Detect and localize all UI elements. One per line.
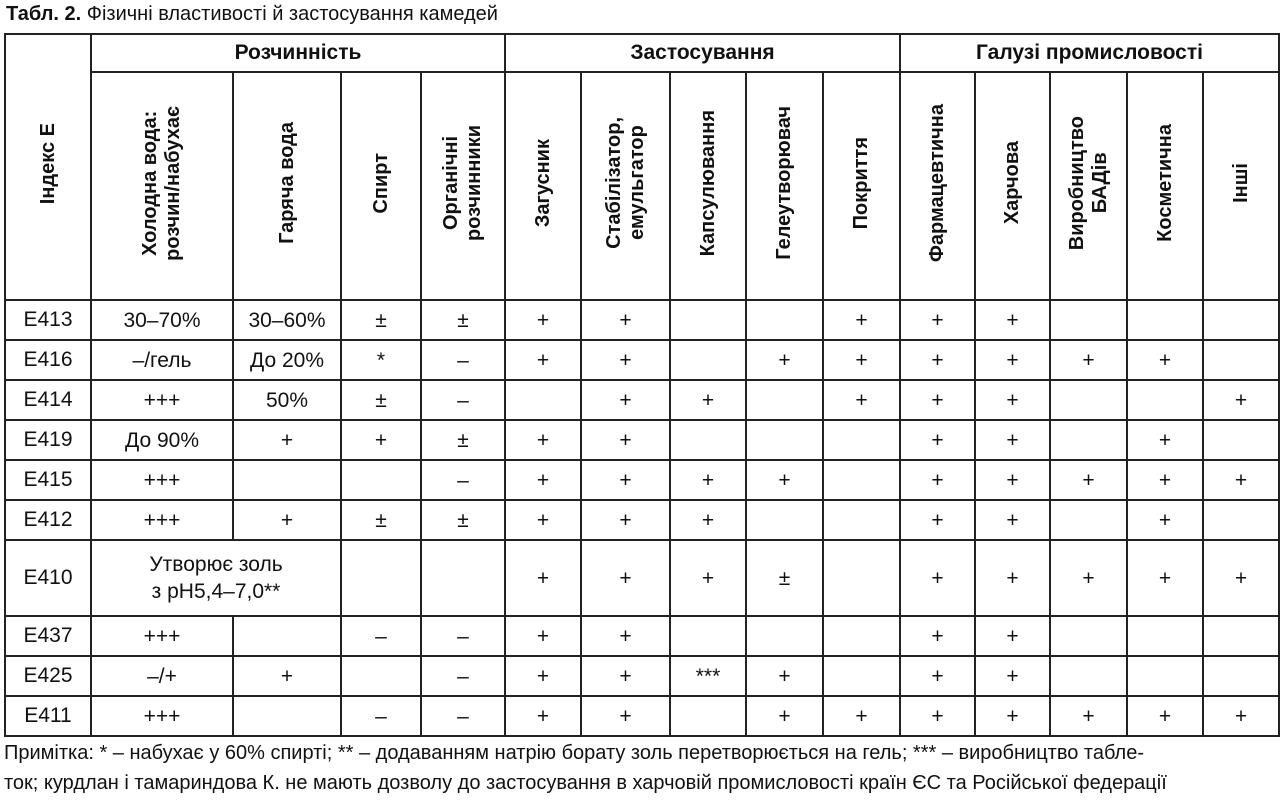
table-cell: + [900, 460, 975, 500]
table-cell: + [581, 540, 670, 616]
table-cell [670, 340, 746, 380]
table-cell [421, 540, 505, 616]
table-cell: + [670, 380, 746, 420]
table-cell [746, 300, 823, 340]
table-cell [670, 420, 746, 460]
table-cell: –/гель [91, 340, 233, 380]
table-cell: + [1203, 696, 1279, 736]
table-cell: + [900, 616, 975, 656]
table-cell: + [233, 500, 341, 540]
table-cell: 30–60% [233, 300, 341, 340]
table-cell: + [1203, 380, 1279, 420]
table-cell: + [975, 500, 1050, 540]
table-cell: + [900, 540, 975, 616]
table-row [5, 340, 1279, 380]
header-stabilizer: Стабілізатор, емульгатор [581, 72, 670, 300]
table-cell: + [581, 616, 670, 656]
table-cell: + [975, 300, 1050, 340]
table-cell: До 20% [233, 340, 341, 380]
header-cold-water: Холодна вода: розчин/набухає [91, 72, 233, 300]
table-cell: + [975, 380, 1050, 420]
table-cell [1050, 380, 1127, 420]
table-row [5, 540, 1279, 616]
table-cell: ± [421, 500, 505, 540]
table-cell: + [505, 696, 581, 736]
table-row [5, 300, 1279, 340]
table-cell: ± [421, 420, 505, 460]
table-cell: + [900, 696, 975, 736]
header-organic: Органічні розчинники [421, 72, 505, 300]
table-cell: + [670, 540, 746, 616]
header-thickener: Загусник [505, 72, 581, 300]
table-cell [341, 540, 421, 616]
header-hot-water: Гаряча вода [233, 72, 341, 300]
row-index: E414 [5, 380, 91, 420]
header-cosmetic: Косметична [1127, 72, 1203, 300]
table-cell: + [975, 616, 1050, 656]
table-cell: ± [341, 300, 421, 340]
table-cell: + [581, 500, 670, 540]
table-cell [1050, 300, 1127, 340]
table-note: Примітка: * – набухає у 60% спирті; ** – додаванням натрію борату золь перетворюється на гель; *** – виробництво табле- ток; курдлан і тамариндова К. не мають дозволу до застосування в харчовій промисловості країн ЄС та Російської федерації [4, 742, 1167, 794]
table-cell: + [505, 300, 581, 340]
table-cell [823, 540, 900, 616]
row-index: E411 [5, 696, 91, 736]
table-cell [1203, 340, 1279, 380]
table-cell: + [1050, 340, 1127, 380]
table-cell: + [670, 500, 746, 540]
header-coating: Покриття [823, 72, 900, 300]
table-cell: + [581, 460, 670, 500]
header-pharma: Фармацевтична [900, 72, 975, 300]
table-cell: ± [341, 500, 421, 540]
table-cell: + [900, 340, 975, 380]
table-cell [341, 460, 421, 500]
table-cell: + [1127, 500, 1203, 540]
row-index: E413 [5, 300, 91, 340]
table-cell: + [505, 340, 581, 380]
table-cell [1203, 500, 1279, 540]
table-cell: ± [746, 540, 823, 616]
table-body [5, 300, 1279, 736]
table-cell: *** [670, 656, 746, 696]
table-cell: + [823, 380, 900, 420]
table-row [5, 380, 1279, 420]
table-cell: + [1127, 340, 1203, 380]
table-cell: + [1050, 540, 1127, 616]
table-cell: – [421, 696, 505, 736]
table-cell: + [823, 340, 900, 380]
table-caption [6, 2, 498, 26]
table-cell: + [1127, 460, 1203, 500]
table-cell: +++ [91, 380, 233, 420]
caption-text: Фізичні властивості й застосування камедей [81, 3, 498, 25]
table-cell: + [900, 500, 975, 540]
table-cell: До 90% [91, 420, 233, 460]
table-cell [1050, 616, 1127, 656]
table-cell: + [975, 540, 1050, 616]
table-cell [1203, 616, 1279, 656]
group-solubility: Розчинність [91, 34, 505, 72]
table-cell: + [823, 696, 900, 736]
table-cell: –/+ [91, 656, 233, 696]
table-cell [823, 656, 900, 696]
table-cell: + [900, 420, 975, 460]
caption-label: Табл. 2. [6, 3, 82, 25]
table-cell: +++ [91, 696, 233, 736]
table-cell: + [581, 696, 670, 736]
table-cell [823, 420, 900, 460]
table-row [5, 656, 1279, 696]
table-cell: + [823, 300, 900, 340]
table-cell [233, 616, 341, 656]
table-cell: + [900, 656, 975, 696]
table-cell: – [421, 616, 505, 656]
table-cell: + [505, 616, 581, 656]
table-cell: + [746, 656, 823, 696]
header-food: Харчова [975, 72, 1050, 300]
table-cell [746, 500, 823, 540]
table-cell: + [581, 300, 670, 340]
table-cell: + [1127, 420, 1203, 460]
table-cell: – [421, 380, 505, 420]
row-index: E415 [5, 460, 91, 500]
table-cell [1127, 300, 1203, 340]
table-cell [1050, 500, 1127, 540]
header-gelling: Гелеутворювач [746, 72, 823, 300]
table-cell [823, 616, 900, 656]
table-cell [1127, 616, 1203, 656]
table-cell: + [505, 540, 581, 616]
table-cell: + [581, 340, 670, 380]
table-cell: + [900, 380, 975, 420]
table-cell [233, 696, 341, 736]
row-index: E416 [5, 340, 91, 380]
row-index: E410 [5, 540, 91, 616]
table-cell: + [505, 460, 581, 500]
table-cell: + [505, 500, 581, 540]
table-cell: 30–70% [91, 300, 233, 340]
table-cell [746, 380, 823, 420]
table-cell: + [1127, 696, 1203, 736]
table-cell: + [746, 460, 823, 500]
table-cell [823, 500, 900, 540]
table-cell: + [581, 656, 670, 696]
table-cell: + [1203, 460, 1279, 500]
table-cell: + [900, 300, 975, 340]
table-cell: + [505, 656, 581, 696]
table-row [5, 460, 1279, 500]
table-cell: * [341, 340, 421, 380]
table-cell [746, 420, 823, 460]
table-cell [1203, 420, 1279, 460]
row-index: E437 [5, 616, 91, 656]
table-cell: + [505, 420, 581, 460]
table-cell [341, 656, 421, 696]
table-cell: + [1050, 696, 1127, 736]
table-cell [1203, 656, 1279, 696]
table-row [5, 500, 1279, 540]
table-cell [1127, 380, 1203, 420]
table-cell: + [1203, 540, 1279, 616]
table-cell [670, 696, 746, 736]
table-cell: + [975, 340, 1050, 380]
header-encapsulation: Капсулювання [670, 72, 746, 300]
table-cell [670, 616, 746, 656]
table-cell: 50% [233, 380, 341, 420]
table-cell: + [233, 420, 341, 460]
table-cell [233, 460, 341, 500]
table-cell: + [1127, 540, 1203, 616]
table-cell: – [421, 460, 505, 500]
row-index: E425 [5, 656, 91, 696]
table-cell: + [233, 656, 341, 696]
row-index: E412 [5, 500, 91, 540]
table-cell: + [975, 460, 1050, 500]
table-cell [1050, 656, 1127, 696]
table-cell: – [341, 616, 421, 656]
table-cell: + [975, 656, 1050, 696]
table-cell [823, 460, 900, 500]
table-cell: + [1050, 460, 1127, 500]
table-cell: – [341, 696, 421, 736]
table-cell: + [341, 420, 421, 460]
table-cell [1050, 420, 1127, 460]
table-cell: + [581, 420, 670, 460]
group-application: Застосування [505, 34, 900, 72]
table-cell-merged: Утворює золь з рН5,4–7,0** [91, 540, 341, 616]
gums-table [4, 33, 1280, 737]
table-cell: ± [341, 380, 421, 420]
table-row [5, 696, 1279, 736]
group-industry: Галузі промисловості [900, 34, 1279, 72]
table-cell: + [975, 420, 1050, 460]
table-cell [505, 380, 581, 420]
table-row [5, 420, 1279, 460]
table-cell: + [581, 380, 670, 420]
table-cell: +++ [91, 460, 233, 500]
table-cell: – [421, 340, 505, 380]
table-cell [1203, 300, 1279, 340]
table-cell [1127, 656, 1203, 696]
table-cell: + [670, 460, 746, 500]
table-cell: +++ [91, 500, 233, 540]
header-index: Індекс Е [5, 34, 91, 300]
table-cell: +++ [91, 616, 233, 656]
table-cell: ± [421, 300, 505, 340]
table-row [5, 616, 1279, 656]
header-other: Інші [1203, 72, 1279, 300]
header-alcohol: Спирт [341, 72, 421, 300]
table-cell: + [746, 696, 823, 736]
table-cell [746, 616, 823, 656]
row-index: E419 [5, 420, 91, 460]
table-cell: – [421, 656, 505, 696]
table-cell: + [746, 340, 823, 380]
header-supplements: Виробництво БАДів [1050, 72, 1127, 300]
table-cell: + [975, 696, 1050, 736]
table-cell [670, 300, 746, 340]
